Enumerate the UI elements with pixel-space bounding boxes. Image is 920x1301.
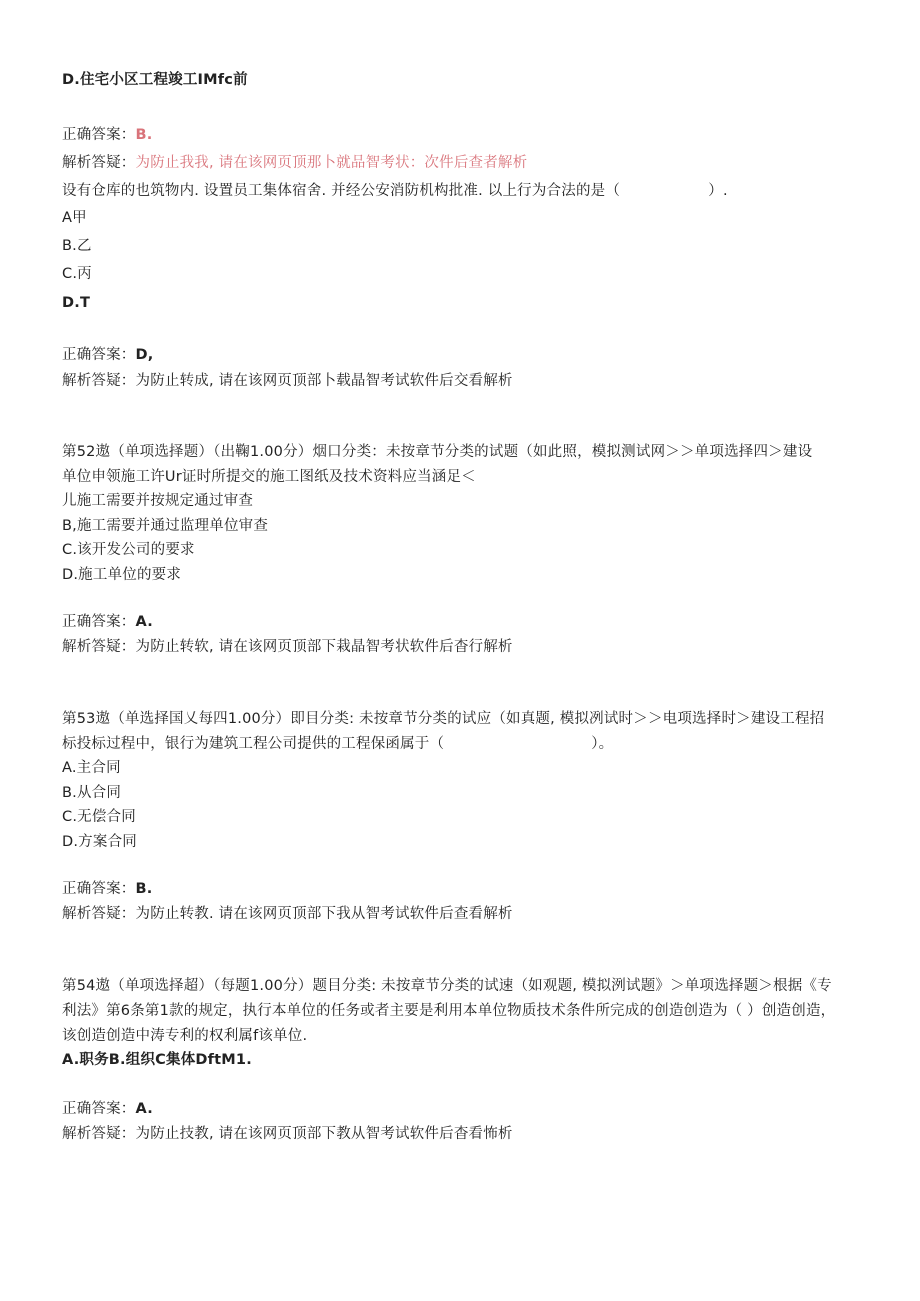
analysis-label: 解析答疑： — [62, 639, 136, 655]
q53-answer-line — [62, 879, 152, 899]
answer-label: 正确答案： — [62, 347, 136, 363]
analysis-text: 为防止转软, 请在该网页顶部下栽晶智考状软件后杳行解析 — [135, 639, 513, 655]
q52-answer-line — [62, 612, 153, 632]
q52-option-b: B,施工需要并通过监理单位审查 — [62, 518, 269, 534]
q54-answer-line — [62, 1099, 153, 1119]
q53-option-d: D.方案合同 — [62, 834, 137, 850]
q51-option-d: D.T — [62, 295, 91, 311]
question-53-stem-line2: 标投标过程中，银行为建筑工程公司提供的工程保函属于（ ）。 — [62, 736, 614, 752]
analysis-text: 为防止我我, 请在该网页顶那卜就品智考状：次件后查者解析 — [135, 155, 528, 171]
question-51-stem: 设有仓库的也筑物内. 设置员工集体宿舍. 并经公安消防机构批准. 以上行为合法的是（ ）. — [62, 183, 728, 199]
question-53-stem-line1: 第53遨（单选择国乂每四1.00分）即目分类: 未按章节分类的试应（如真题, 模拟冽试时＞＞电项选择时＞建设工程招 — [62, 711, 825, 727]
answer-label: 正确答案： — [62, 881, 136, 897]
option-d-prev: D.住宅小区工程竣工IMfc前 — [62, 72, 248, 88]
q51-answer-line — [62, 345, 153, 365]
q51-option-b: B.乙 — [62, 238, 92, 254]
analysis-text: 为防止转教. 请在该网页顶部下我从智考试软件后查看解析 — [135, 906, 513, 922]
q54-options: A.职务B.组织C集体DftM1. — [62, 1052, 252, 1068]
answer-value: D, — [135, 347, 154, 363]
question-54-stem-line2: 利法》第6条第1款的规定，执行本单位的任务或者主要是利用本单位物质技术条件所完成的创造创造为（ ）创造创造， — [62, 1003, 836, 1019]
analysis-label: 解析答疑： — [62, 1126, 136, 1142]
analysis-text: 为防止技教, 请在该网页顶部下教从智考试软件后杳看怖析 — [135, 1126, 513, 1142]
analysis-label: 解析答疑： — [62, 373, 136, 389]
q53-option-a: A.主合同 — [62, 760, 121, 776]
q52-option-d: D.施工单位的要求 — [62, 567, 182, 583]
answer-value: A. — [135, 1101, 153, 1117]
answer-value: A. — [135, 614, 153, 630]
analysis-line-prev — [62, 153, 527, 173]
answer-label: 正确答案： — [62, 1101, 136, 1117]
q52-option-a: 儿施工需要并按规定通过审查 — [62, 493, 254, 509]
q51-option-a: A甲 — [62, 210, 87, 226]
analysis-label: 解析答疑： — [62, 906, 136, 922]
question-54-stem-line3: 该创造创造中涛专利的权利属f该单位. — [62, 1028, 308, 1044]
q54-analysis-line — [62, 1124, 513, 1144]
question-54-stem-line1: 第54遨（单项选择超）（每题1.00分）题目分类: 未按章节分类的试速（如观题, 模拟洌试题》＞单项选择题＞根据《专 — [62, 978, 832, 994]
question-52-stem-line1: 第52遨（单项选择题）（出鞠1.00分）烟口分类：未按章节分类的试题（如此照，模拟测试网＞＞单项选择四＞建设 — [62, 444, 813, 460]
answer-label: 正确答案： — [62, 614, 136, 630]
analysis-text: 为防止转成, 请在该网页顶部卜载晶智考试软件后交看解析 — [135, 373, 513, 389]
q51-analysis-line — [62, 371, 513, 391]
q52-analysis-line — [62, 637, 513, 657]
answer-label: 正确答案： — [62, 127, 136, 143]
answer-value: B. — [135, 881, 153, 897]
analysis-label: 解析答疑： — [62, 155, 136, 171]
q53-analysis-line — [62, 904, 513, 924]
answer-line-prev — [62, 125, 152, 145]
q51-option-c: C.丙 — [62, 266, 92, 282]
question-52-stem-line2: 单位申领施工许Ur证时所提交的施工图纸及技术资料应当涵足＜ — [62, 469, 476, 485]
q53-option-b: B.从合同 — [62, 785, 122, 801]
q52-option-c: C.该开发公司的要求 — [62, 542, 195, 558]
q53-option-c: C.无偿合同 — [62, 809, 136, 825]
answer-value: B. — [135, 127, 153, 143]
